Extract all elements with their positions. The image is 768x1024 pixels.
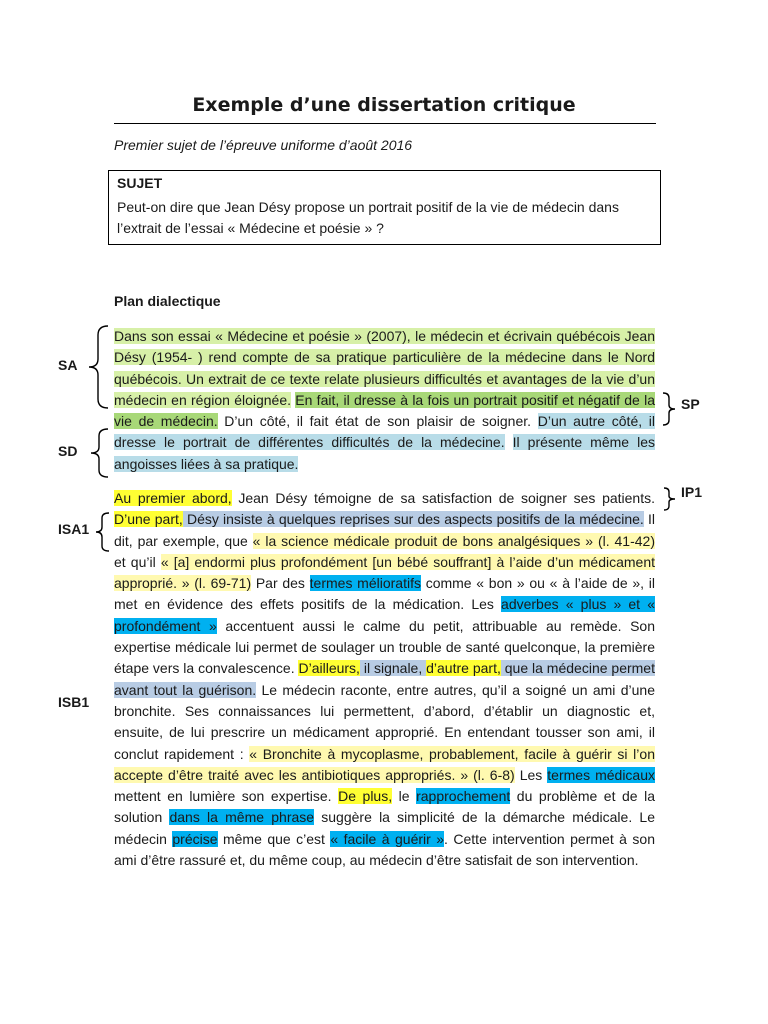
marker-isb1: ISB1 (58, 694, 90, 710)
marker-ip1: IP1 (681, 484, 703, 500)
marker-sa: SA (58, 357, 78, 373)
development-paragraph (114, 488, 655, 871)
text-run: Il dit, par exemple, que (114, 511, 656, 549)
brace-sd-icon (88, 428, 112, 478)
marker-sd: SD (58, 443, 78, 459)
sujet-amene-text: Dans son essai « Médecine et poésie » (2007), le médecin et écrivain québécois Jean Désy (1954- ) rend compte de sa pratique particulière de la médecine dans le Nord québécois. Un extrait de ce texte relate plusieurs difficultés et avantages de la vie d’un médecin en région éloignée. (114, 328, 655, 408)
text-run: . Cette intervention permet à son ami d’être rassuré et, du même coup, au médecin d’être satisfait de son intervention. (114, 830, 655, 869)
sujet-divise-text-2: D’un autre côté, il dresse le portrait de différentes difficultés de la médecine. (114, 413, 656, 451)
page-subtitle: Premier sujet de l’épreuve uniforme d’août 2016 (114, 137, 413, 153)
sujet-divise-text-3: Il présente même les angoisses liées à sa pratique. (114, 434, 655, 472)
idea-run: Désy insiste à quelques reprises sur des aspects positifs de la médecine. (182, 511, 644, 528)
text-run: Les (514, 766, 548, 783)
text-run: du problème et de la solution (114, 788, 656, 826)
technique-run: « facile à guérir » (330, 830, 445, 847)
technique-run: termes médicaux (547, 766, 656, 783)
text-run: Le médecin raconte, entre autres, qu’il a soigné un ami d’une bronchite. Ses connaissances lui permettent, d’abord, d’établir un diagnostic et, ensuite, de lui prescrire un médicament approprié. En entendant tousser son ami, il conclut rapidement : (114, 681, 655, 762)
technique-run: adverbes « plus » et « profondément » (114, 596, 655, 634)
text-run: et qu’il (114, 553, 161, 570)
quote-run: « la science médicale produit de bons analgésiques » (l. 41-42) (252, 532, 655, 549)
text-run: mettent en lumière son expertise. (114, 788, 339, 805)
text-run: Jean Désy témoigne de sa satisfaction de soigner ses patients. (231, 490, 655, 506)
quote-run: « Bronchite à mycoplasme, probablement, facile à guérir si l’on accepte d’être traité avec les antibiotiques appropriés. » (l. 6-8) (114, 745, 655, 783)
page-title: Exemple d’une dissertation critique (192, 94, 576, 116)
idea-run: que la médecine permet avant tout la guérison. (114, 660, 655, 698)
sujet-label: SUJET (117, 175, 163, 191)
connector: D’une part, (114, 511, 183, 528)
technique-run: dans la même phrase (169, 809, 315, 826)
technique-run: précise (172, 830, 218, 847)
title-divider (114, 123, 656, 124)
text-run: comme « bon » ou « à l’aide de », il met en évidence des effets positifs de la médication. Les (114, 575, 656, 613)
connector: d’autre part, (426, 660, 501, 677)
brace-sa-icon (86, 325, 112, 409)
brace-isa1-icon (94, 512, 112, 552)
sujet-divise-text-1: D’un côté, il fait état de son plaisir de soigner. (224, 413, 532, 430)
connector: Au premier abord, (114, 490, 232, 506)
marker-isa1: ISA1 (58, 521, 90, 537)
brace-sp-icon (660, 392, 678, 426)
connector: D’ailleurs, (298, 660, 360, 677)
sujet-pose-text: En fait, il dresse à la fois un portrait positif et négatif de la vie de médecin. (114, 391, 655, 430)
text-run: le (392, 788, 417, 805)
idea-run: il signale, (359, 660, 427, 677)
sujet-text: Peut-on dire que Jean Désy propose un portrait positif de la vie de médecin dans l’extrait de l’essai « Médecine et poésie » ? (117, 199, 619, 236)
text-run: accentuent aussi le calme du petit, attribuable au remède. Son expertise médicale lui permet de soulager un trouble de santé quelconque, la première étape vers la convalescence. (114, 617, 655, 677)
text-run: même que c’est (217, 830, 331, 847)
technique-run: rapprochement (416, 788, 511, 805)
plan-heading: Plan dialectique (114, 293, 221, 309)
technique-run: termes mélioratifs (309, 575, 421, 592)
brace-ip1-icon (661, 487, 679, 511)
text-run: suggère la simplicité de la démarche médicale. Le médecin (114, 809, 655, 847)
sujet-box (108, 170, 661, 245)
text-run: Par des (251, 575, 310, 592)
connector: De plus, (338, 788, 393, 805)
introduction-paragraph (114, 326, 655, 475)
quote-run: « [a] endormi plus profondément [un bébé souffrant] à l’aide d’un médicament approprié. » (l. 69-71) (114, 553, 655, 592)
marker-sp: SP (681, 396, 700, 412)
